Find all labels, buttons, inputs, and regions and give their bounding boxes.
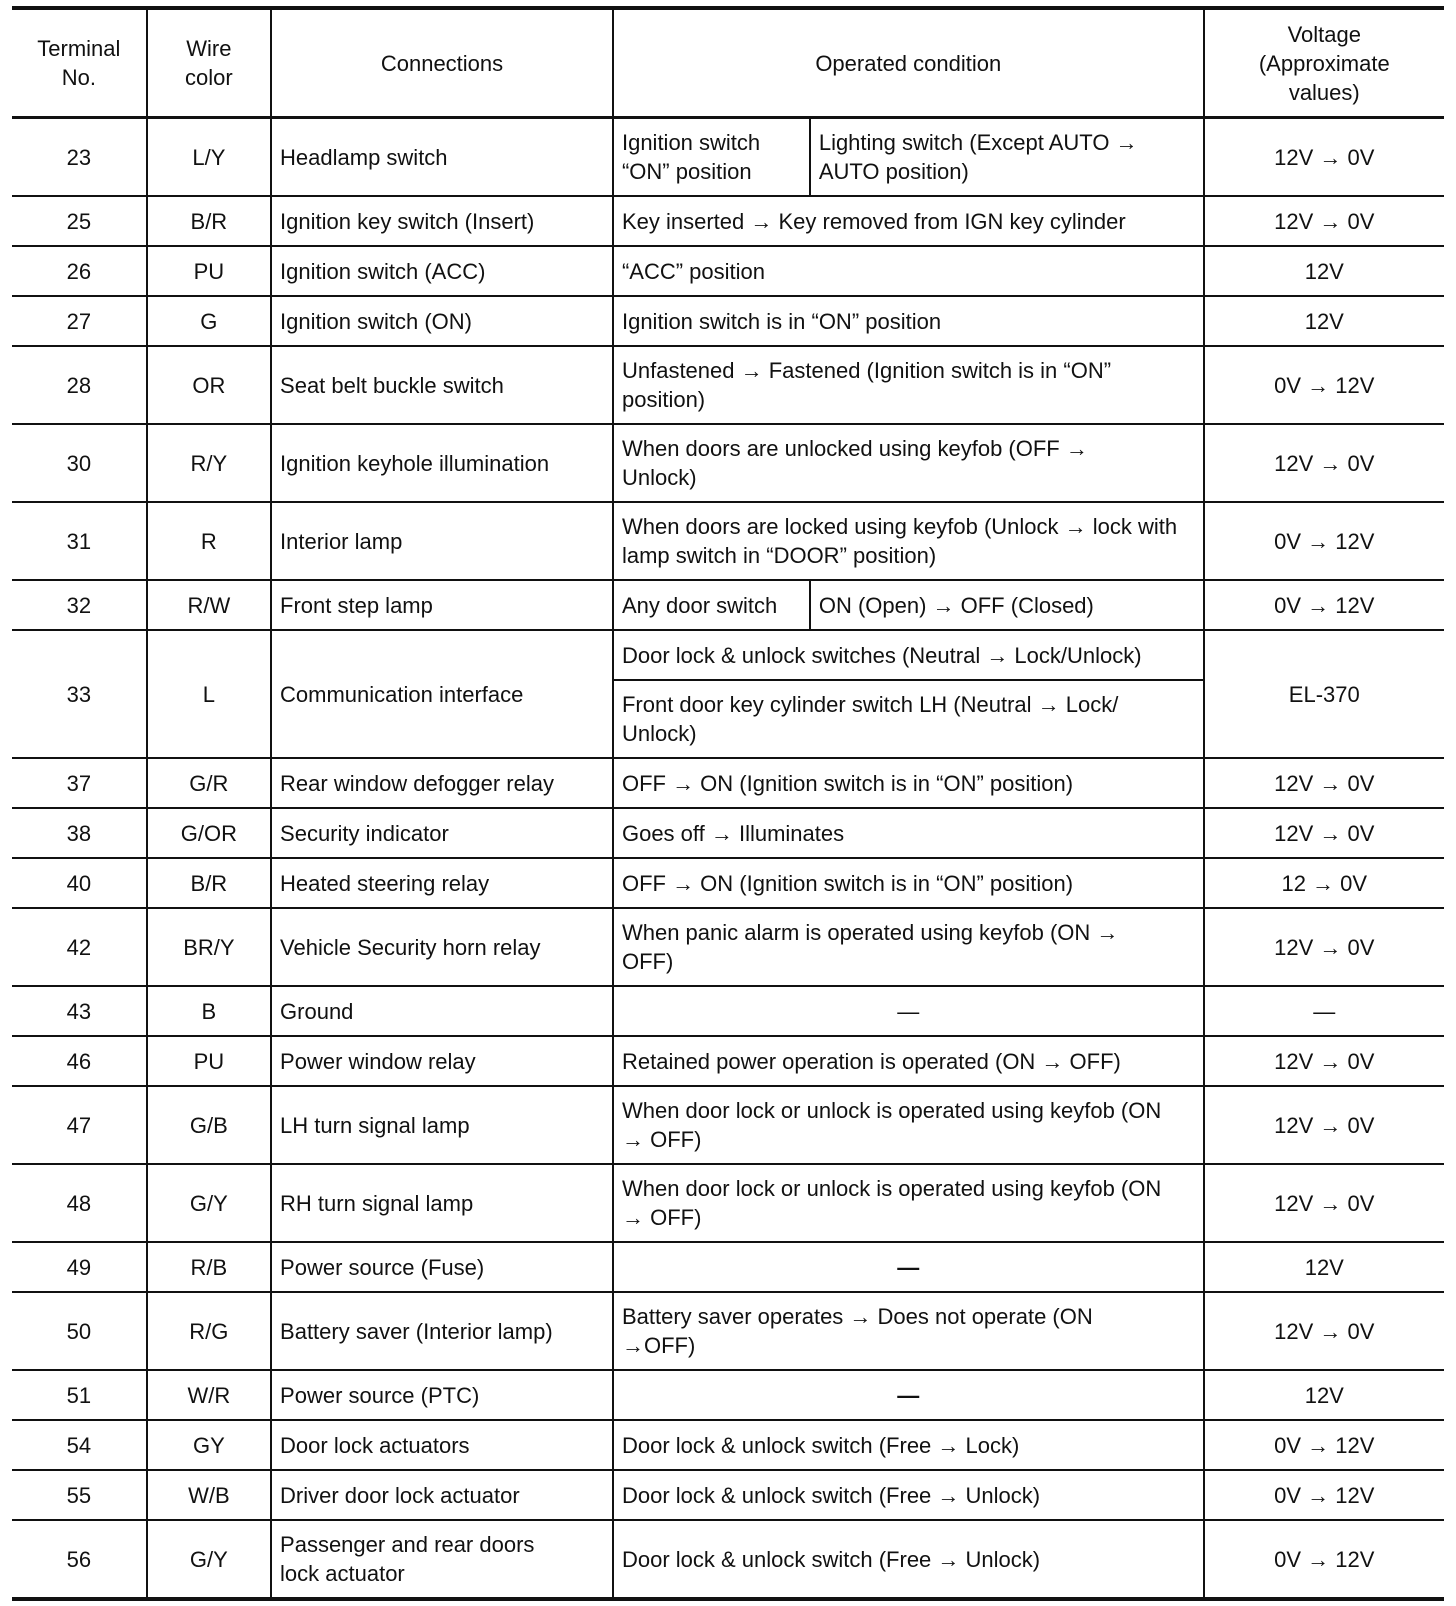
connection: RH turn signal lamp	[271, 1164, 613, 1242]
connection: Interior lamp	[271, 502, 613, 580]
table-row	[12, 502, 1444, 580]
voltage: 12V → 0V	[1204, 1086, 1444, 1164]
wire-color: B	[147, 986, 271, 1036]
wire-color: W/B	[147, 1470, 271, 1520]
terminal-no: 25	[12, 196, 147, 246]
condition: Key inserted → Key removed from IGN key cylinder	[613, 196, 1204, 246]
condition: OFF → ON (Ignition switch is in “ON” position)	[613, 758, 1204, 808]
terminal-no: 51	[12, 1370, 147, 1420]
connection: Power window relay	[271, 1036, 613, 1086]
wire-color: R/Y	[147, 424, 271, 502]
terminal-no: 48	[12, 1164, 147, 1242]
voltage: 0V → 12V	[1204, 580, 1444, 630]
connection: Rear window defogger relay	[271, 758, 613, 808]
connection: Power source (PTC)	[271, 1370, 613, 1420]
wire-color: OR	[147, 346, 271, 424]
terminal-no: 31	[12, 502, 147, 580]
condition: Door lock & unlock switch (Free → Lock)	[613, 1420, 1204, 1470]
connection: Driver door lock actuator	[271, 1470, 613, 1520]
wire-color: G/OR	[147, 808, 271, 858]
voltage: 12V	[1204, 1370, 1444, 1420]
table-row	[12, 1370, 1444, 1420]
connection: Vehicle Security horn relay	[271, 908, 613, 986]
condition: Ignition switch is in “ON” position	[613, 296, 1204, 346]
terminal-no: 40	[12, 858, 147, 908]
connection: Ignition switch (ON)	[271, 296, 613, 346]
voltage: 12V → 0V	[1204, 1164, 1444, 1242]
voltage: 12V	[1204, 296, 1444, 346]
voltage: 0V → 12V	[1204, 1520, 1444, 1599]
wire-color: B/R	[147, 196, 271, 246]
table-row	[12, 630, 1444, 680]
terminal-table	[12, 6, 1444, 1601]
header-connections: Connections	[271, 8, 613, 118]
connection: Door lock actuators	[271, 1420, 613, 1470]
condition: —	[613, 1242, 1204, 1292]
voltage: 12V	[1204, 1242, 1444, 1292]
voltage: 12V → 0V	[1204, 424, 1444, 502]
terminal-no: 33	[12, 630, 147, 758]
terminal-no: 30	[12, 424, 147, 502]
voltage: 12V → 0V	[1204, 908, 1444, 986]
wire-color: R	[147, 502, 271, 580]
condition: Door lock & unlock switch (Free → Unlock)	[613, 1470, 1204, 1520]
connection: Ignition key switch (Insert)	[271, 196, 613, 246]
condition: When door lock or unlock is operated using keyfob (ON → OFF)	[613, 1164, 1204, 1242]
table-row	[12, 1292, 1444, 1370]
table-row	[12, 296, 1444, 346]
terminal-no: 54	[12, 1420, 147, 1470]
condition: Door lock & unlock switch (Free → Unlock)	[613, 1520, 1204, 1599]
table-row	[12, 808, 1444, 858]
connection: Security indicator	[271, 808, 613, 858]
terminal-no: 43	[12, 986, 147, 1036]
terminal-no: 37	[12, 758, 147, 808]
terminal-no: 55	[12, 1470, 147, 1520]
voltage: 12V → 0V	[1204, 1036, 1444, 1086]
table-row	[12, 1164, 1444, 1242]
wire-color: GY	[147, 1420, 271, 1470]
table-row	[12, 424, 1444, 502]
voltage: 0V → 12V	[1204, 502, 1444, 580]
voltage: 0V → 12V	[1204, 346, 1444, 424]
condition-line-2: Front door key cylinder switch LH (Neutral → Lock/ Unlock)	[613, 680, 1204, 758]
connection: Communication interface	[271, 630, 613, 758]
table-row	[12, 1470, 1444, 1520]
condition: Goes off → Illuminates	[613, 808, 1204, 858]
connection: Front step lamp	[271, 580, 613, 630]
voltage: 12V	[1204, 246, 1444, 296]
voltage: 0V → 12V	[1204, 1420, 1444, 1470]
condition: —	[613, 1370, 1204, 1420]
wire-color: G/B	[147, 1086, 271, 1164]
wire-color: PU	[147, 246, 271, 296]
condition: Unfastened → Fastened (Ignition switch is in “ON” position)	[613, 346, 1204, 424]
table-row	[12, 196, 1444, 246]
header-row	[12, 8, 1444, 118]
connection: Passenger and rear doors lock actuator	[271, 1520, 613, 1599]
wire-color: R/W	[147, 580, 271, 630]
table-row	[12, 1420, 1444, 1470]
connection: Power source (Fuse)	[271, 1242, 613, 1292]
terminal-no: 50	[12, 1292, 147, 1370]
table-row	[12, 1036, 1444, 1086]
condition-part-b: Lighting switch (Except AUTO → AUTO position)	[810, 118, 1204, 197]
connection: Ignition switch (ACC)	[271, 246, 613, 296]
voltage: 12V → 0V	[1204, 1292, 1444, 1370]
header-operated-condition: Operated condition	[613, 8, 1204, 118]
condition: —	[613, 986, 1204, 1036]
connection: Battery saver (Interior lamp)	[271, 1292, 613, 1370]
condition: Battery saver operates → Does not operate (ON →OFF)	[613, 1292, 1204, 1370]
table-row	[12, 246, 1444, 296]
terminal-no: 32	[12, 580, 147, 630]
condition-part-a: Any door switch	[613, 580, 810, 630]
connection: Heated steering relay	[271, 858, 613, 908]
voltage: EL-370	[1204, 630, 1444, 758]
header-wire-color: Wire color	[147, 8, 271, 118]
terminal-no: 28	[12, 346, 147, 424]
terminal-no: 38	[12, 808, 147, 858]
condition: When panic alarm is operated using keyfob (ON → OFF)	[613, 908, 1204, 986]
terminal-no: 42	[12, 908, 147, 986]
terminal-no: 47	[12, 1086, 147, 1164]
voltage: —	[1204, 986, 1444, 1036]
connection: Seat belt buckle switch	[271, 346, 613, 424]
connection: Headlamp switch	[271, 118, 613, 197]
table-row	[12, 858, 1444, 908]
voltage: 12V → 0V	[1204, 118, 1444, 197]
voltage: 12 → 0V	[1204, 858, 1444, 908]
terminal-no: 23	[12, 118, 147, 197]
condition: “ACC” position	[613, 246, 1204, 296]
condition-part-a: Ignition switch “ON” position	[613, 118, 810, 197]
terminal-no: 27	[12, 296, 147, 346]
wire-color: R/B	[147, 1242, 271, 1292]
voltage: 12V → 0V	[1204, 808, 1444, 858]
condition: When doors are unlocked using keyfob (OFF → Unlock)	[613, 424, 1204, 502]
table-row	[12, 118, 1444, 197]
wire-color: L/Y	[147, 118, 271, 197]
table-row	[12, 346, 1444, 424]
condition: OFF → ON (Ignition switch is in “ON” position)	[613, 858, 1204, 908]
wire-color: G/Y	[147, 1520, 271, 1599]
condition: When doors are locked using keyfob (Unlock → lock with lamp switch in “DOOR” position)	[613, 502, 1204, 580]
wire-color: BR/Y	[147, 908, 271, 986]
condition: When door lock or unlock is operated using keyfob (ON → OFF)	[613, 1086, 1204, 1164]
table-row	[12, 1520, 1444, 1599]
terminal-no: 49	[12, 1242, 147, 1292]
wire-color: G/R	[147, 758, 271, 808]
wire-color: G/Y	[147, 1164, 271, 1242]
wire-color: G	[147, 296, 271, 346]
voltage: 12V → 0V	[1204, 196, 1444, 246]
condition-line-1: Door lock & unlock switches (Neutral → Lock/Unlock)	[613, 630, 1204, 680]
table-row	[12, 580, 1444, 630]
wire-color: PU	[147, 1036, 271, 1086]
terminal-no: 56	[12, 1520, 147, 1599]
terminal-no: 46	[12, 1036, 147, 1086]
table-row	[12, 1086, 1444, 1164]
voltage: 12V → 0V	[1204, 758, 1444, 808]
table-row	[12, 908, 1444, 986]
wire-color: R/G	[147, 1292, 271, 1370]
connection: LH turn signal lamp	[271, 1086, 613, 1164]
table-row	[12, 758, 1444, 808]
connection: Ground	[271, 986, 613, 1036]
terminal-table-wrapper	[12, 6, 1444, 1601]
header-voltage: Voltage (Approximate values)	[1204, 8, 1444, 118]
voltage: 0V → 12V	[1204, 1470, 1444, 1520]
table-row	[12, 1242, 1444, 1292]
table-row	[12, 986, 1444, 1036]
condition-part-b: ON (Open) → OFF (Closed)	[810, 580, 1204, 630]
condition: Retained power operation is operated (ON → OFF)	[613, 1036, 1204, 1086]
wire-color: W/R	[147, 1370, 271, 1420]
wire-color: L	[147, 630, 271, 758]
connection: Ignition keyhole illumination	[271, 424, 613, 502]
header-terminal: Terminal No.	[12, 8, 147, 118]
wire-color: B/R	[147, 858, 271, 908]
terminal-no: 26	[12, 246, 147, 296]
